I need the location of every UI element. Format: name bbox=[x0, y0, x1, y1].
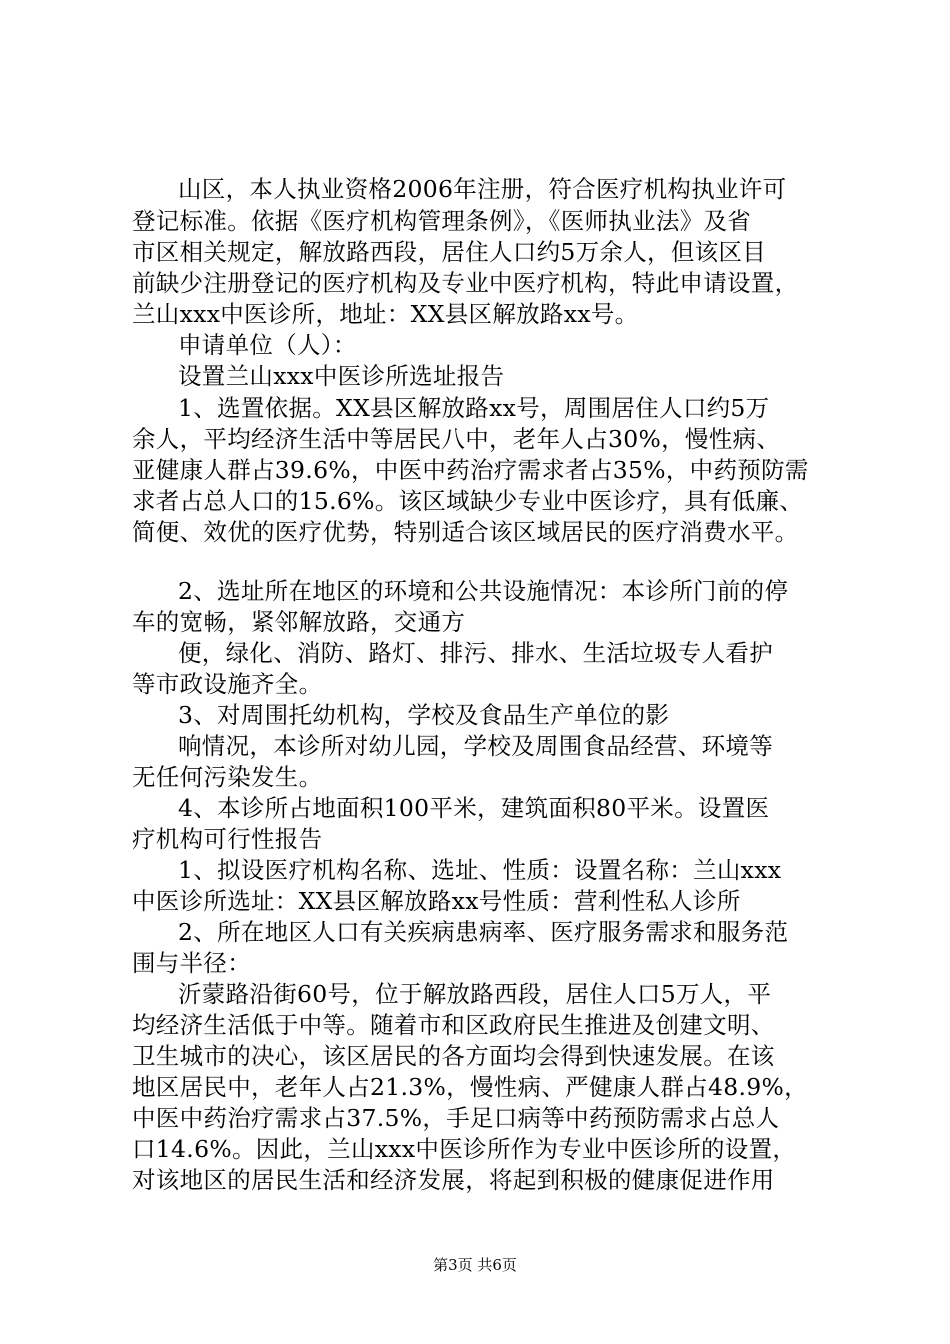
text-line: 4、本诊所占地面积100平米，建筑面积80平米。设置医 bbox=[178, 794, 770, 822]
text-line: 市区相关规定，解放路西段，居住人口约5万余人，但该区目 bbox=[132, 238, 767, 266]
text-line: 2、所在地区人口有关疾病患病率、医疗服务需求和服务范 bbox=[178, 918, 789, 946]
text-line: 中医中药治疗需求占37.5%，手足口病等中药预防需求占总人 bbox=[132, 1104, 780, 1132]
text-line: 疗机构可行性报告 bbox=[132, 825, 323, 853]
text-line: 响情况，本诊所对幼儿园，学校及周围食品经营、环境等 bbox=[178, 732, 773, 760]
text-line: 1、选置依据。XX县区解放路xx号，周围居住人口约5万 bbox=[178, 394, 770, 422]
text-line: 简便、效优的医疗优势，特别适合该区域居民的医疗消费水平。 bbox=[132, 518, 799, 546]
text-line: 便，绿化、消防、路灯、排污、排水、生活垃圾专人看护 bbox=[178, 639, 773, 667]
text-line: 山区，本人执业资格2006年注册，符合医疗机构执业许可 bbox=[178, 175, 787, 203]
text-line: 均经济生活低于中等。随着市和区政府民生推进及创建文明、 bbox=[132, 1011, 775, 1039]
text-line: 2、选址所在地区的环境和公共设施情况：本诊所门前的停 bbox=[178, 577, 789, 605]
text-line: 口14.6%。因此，兰山xxx中医诊所作为专业中医诊所的设置， bbox=[132, 1135, 797, 1163]
text-line: 申请单位（人）： bbox=[178, 331, 357, 359]
text-line: 3、对周围托幼机构，学校及食品生产单位的影 bbox=[178, 701, 670, 729]
text-line: 求者占总人口的15.6%。该区域缺少专业中医诊疗，具有低廉、 bbox=[132, 487, 804, 515]
text-line: 卫生城市的决心，该区居民的各方面均会得到快速发展。在该 bbox=[132, 1042, 775, 1070]
text-line: 兰山xxx中医诊所，地址：XX县区解放路xx号。 bbox=[132, 300, 639, 328]
text-line: 地区居民中，老年人占21.3%，慢性病、严健康人群占48.9%， bbox=[132, 1073, 808, 1101]
text-line: 车的宽畅，紧邻解放路，交通方 bbox=[132, 608, 466, 636]
text-line: 余人，平均经济生活中等居民八中，老年人占30%，慢性病、 bbox=[132, 425, 781, 453]
text-line: 中医诊所选址：XX县区解放路xx号性质：营利性私人诊所 bbox=[132, 887, 741, 915]
text-line: 登记标准。依据《医疗机构管理条例》，《医师执业法》及省 bbox=[132, 207, 752, 235]
text-line: 等市政设施齐全。 bbox=[132, 670, 323, 698]
text-line: 亚健康人群占39.6%，中医中药治疗需求者占35%，中药预防需 bbox=[132, 456, 809, 484]
text-line: 无任何污染发生。 bbox=[132, 763, 323, 791]
text-line: 围与半径： bbox=[132, 949, 251, 977]
text-line: 对该地区的居民生活和经济发展，将起到积极的健康促进作用 bbox=[132, 1166, 775, 1194]
text-line: 1、拟设医疗机构名称、选址、性质：设置名称：兰山xxx bbox=[178, 856, 782, 884]
text-line: 设置兰山xxx中医诊所选址报告 bbox=[178, 362, 505, 390]
text-line: 沂蒙路沿街60号，位于解放路西段，居住人口5万人，平 bbox=[178, 980, 772, 1008]
text-line: 前缺少注册登记的医疗机构及专业中医疗机构，特此申请设置， bbox=[132, 269, 799, 297]
page-number-footer: 第3页 共6页 bbox=[433, 1256, 517, 1274]
